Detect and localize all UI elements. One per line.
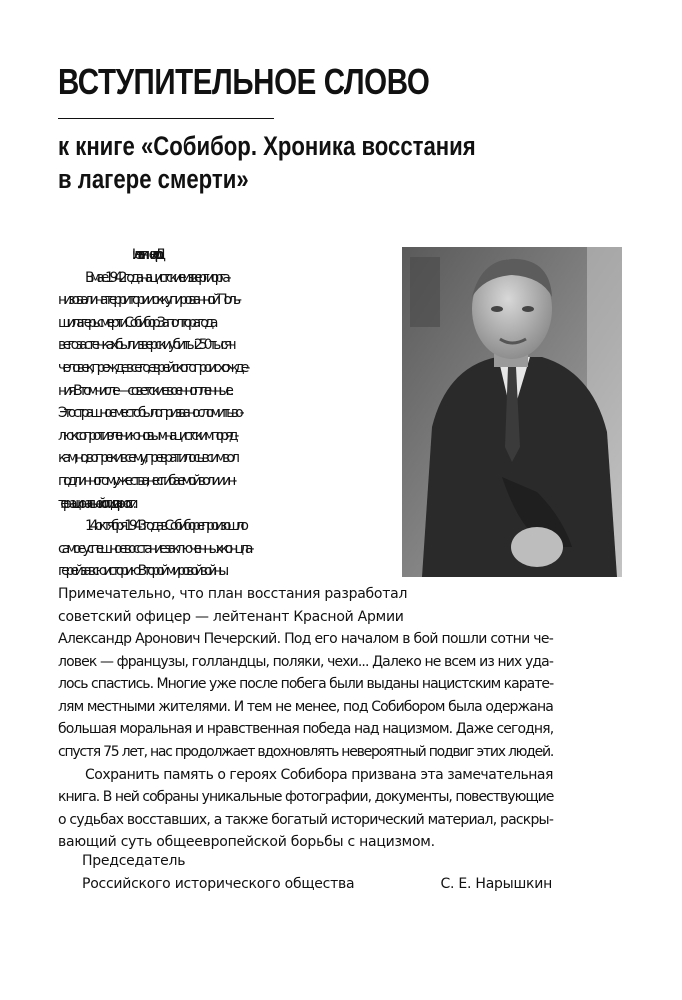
paragraph-line: низовали на территории оккупированной Поль- (58, 292, 238, 309)
paragraph-line: ловек — французы, голландцы, поляки, чехи... Далеко не всем из них уда- (58, 653, 554, 670)
salutation (58, 244, 553, 267)
paragraph-line: вающий суть общеевропейской борьбы с нацизмом. (58, 834, 435, 851)
paragraph-line: Примечательно, что план восстания разработал (58, 585, 408, 602)
signature-row (82, 873, 552, 896)
paragraph-line: самое успешное восстание заключенных концла- (58, 540, 251, 557)
paragraph-line: тернациональной солидарности. (58, 495, 132, 512)
paragraph-line: в его застенках были зверски убиты 250 тысяч (58, 337, 233, 354)
chapter-title: ВСТУПИТЕЛЬНОЕ СЛОВО (58, 61, 430, 102)
paragraph-line: большая моральная и нравственная победа над нацизмом. Даже сегодня, (58, 721, 554, 738)
paragraph-line: ши лагерь смерти Собибор. За полтора года (58, 314, 215, 331)
paragraph-line: спустя 75 лет, нас продолжает вдохновлять невероятный подвиг этих людей. (58, 744, 554, 761)
paragraph-line: ния. В том числе — советские военнопленные. (58, 382, 231, 399)
paragraph-line: герей за всю историю Второй мировой войны. (58, 563, 226, 580)
paragraph-line: лю к сопротивлению новым нацистским поряд- (58, 427, 236, 444)
paragraph-line: 14 октября 1943 года в Собиборе произошло (85, 518, 245, 535)
title-divider (58, 118, 274, 119)
paragraph-line: кам, но, вопреки всему, превратилось в символ (58, 450, 237, 467)
signature-block (82, 850, 552, 895)
paragraph-line: В мае 1942 года нацистские изверги орга- (85, 269, 228, 286)
paragraph-line: книга. В ней собраны уникальные фотографии, документы, повествующие (58, 789, 554, 806)
paragraph-line: подлинного мужества, несгибаемой воли и ин- (58, 472, 234, 489)
paragraph-line: Сохранить память о героях Собибора призвана эта замечательная (85, 766, 553, 783)
paragraph-line: о судьбах восставших, а также богатый исторический материал, раскры- (58, 811, 554, 828)
signature-name: С. Е. Нарышкин (440, 875, 552, 892)
paragraph-line: лось спастись. Многие уже после побега были выданы нацистским карате- (58, 676, 554, 693)
paragraph-line: Александр Аронович Печерский. Под его началом в бой пошли сотни че- (58, 631, 554, 648)
subtitle-line-2: в лагере смерти» (58, 164, 249, 194)
paragraph-line: лям местными жителями. И тем не менее, под Собибором была одержана (58, 698, 553, 715)
paragraph-line: человек, прежде всего, еврейского происхожде- (58, 359, 247, 376)
paragraph-line: Это страшное место было призвано сломить во- (58, 405, 241, 422)
paragraph-line: советский офицер — лейтенант Красной Армии (58, 608, 404, 625)
chapter-subtitle (58, 130, 476, 196)
subtitle-line-1: к книге «Собибор. Хроника восстания (58, 131, 476, 161)
signature-position-line-1: Председатель (82, 853, 186, 869)
body-text (58, 244, 553, 854)
signature-position-line-2: Российского исторического общества (82, 875, 355, 892)
